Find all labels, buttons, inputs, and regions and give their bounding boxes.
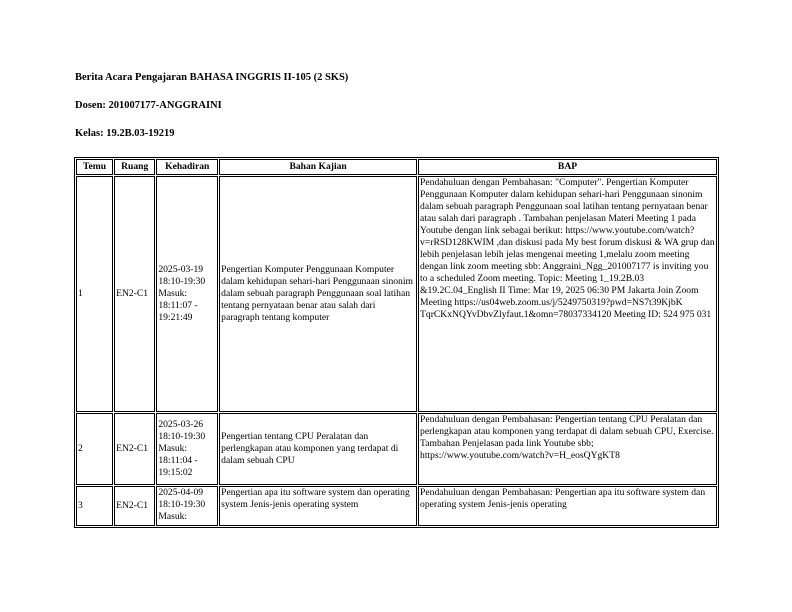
col-header-bahan-kajian: Bahan Kajian [219, 159, 417, 175]
cell-kehadiran: 2025-04-09 18:10-19:30 Masuk: [156, 486, 218, 526]
cell-ruang: EN2-C1 [114, 176, 155, 412]
cell-kehadiran: 2025-03-19 18:10-19:30 Masuk: 18:11:07 - 19:21:49 [156, 176, 218, 412]
lecturer-label: Dosen: 201007177-ANGGRAINI [75, 100, 222, 111]
cell-bahan-kajian: Pengertian Komputer Penggunaan Komputer dalam kehidupan sehari-hari Penggunaan sinonim dalam sebuah paragraph Penggunaan soal latihan tentang pernyataan benar atau salah dari paragraph tentang komputer [219, 176, 417, 412]
cell-temu: 2 [76, 413, 113, 485]
col-header-bap: BAP [418, 159, 717, 175]
col-header-kehadiran: Kehadiran [156, 159, 218, 175]
table-row [76, 486, 717, 526]
cell-bahan-kajian: Pengertian tentang CPU Peralatan dan perlengkapan atau komponen yang terdapat di dalam sebuah CPU [219, 413, 417, 485]
cell-kehadiran: 2025-03-26 18:10-19:30 Masuk: 18:11:04 - 19:15:02 [156, 413, 218, 485]
cell-ruang: EN2-C1 [114, 486, 155, 526]
document-title: Berita Acara Pengajaran BAHASA INGGRIS II-105 (2 SKS) [75, 72, 349, 83]
cell-temu: 3 [76, 486, 113, 526]
table-row [76, 413, 717, 485]
cell-bap: Pendahuluan dengan Pembahasan: Pengertian tentang CPU Peralatan dan perlengkapan atau komponen yang terdapat di dalam sebuah CPU, Exercise. Tambahan Penjelasan pada link Youtube sbb; https://www.youtube.com/watch?v=H_eosQYgKT8 [418, 413, 717, 485]
col-header-temu: Temu [76, 159, 113, 175]
cell-bahan-kajian: Pengertian apa itu software system dan operating system Jenis-jenis operating system [219, 486, 417, 526]
attendance-table [74, 157, 719, 528]
cell-ruang: EN2-C1 [114, 413, 155, 485]
table-header-row [76, 159, 717, 175]
cell-bap: Pendahuluan dengan Pembahasan: Pengertian apa itu software system dan operating system Jenis-jenis operating [418, 486, 717, 526]
table-row [76, 176, 717, 412]
col-header-ruang: Ruang [114, 159, 155, 175]
cell-bap: Pendahuluan dengan Pembahasan: "Computer". Pengertian Komputer Penggunaan Komputer dalam kehidupan sehari-hari Penggunaan sinonim dalam sebuah paragraph Penggunaan soal latihan tentang pernyataan benar atau salah dari paragraph . Tambahan penjelasan Materi Meeting 1 pada Youtube dengan link sebagai berikut: https://www.youtube.com/watch?v=rRSD128KWIM ,dan diskusi pada My best forum diskusi & WA grup dan lebih penjelasan lebih jelas mengenai meeting 1,melalu zoom meeting dengan link zoom meeting sbb: Anggraini_Ngg_201007177 is inviting you to a scheduled Zoom meeting. Topic: Meeting 1_19.2B.03 &19.2C.04_English II Time: Mar 19, 2025 06:30 PM Jakarta Join Zoom Meeting https://us04web.zoom.us/j/5249750319?pwd=NS7t39KjbK TqrCKxNQYvDbvZlyfaut.1&omn=78037334120 Meeting ID: 524 975 031 [418, 176, 717, 412]
cell-temu: 1 [76, 176, 113, 412]
class-label: Kelas: 19.2B.03-19219 [75, 128, 175, 139]
